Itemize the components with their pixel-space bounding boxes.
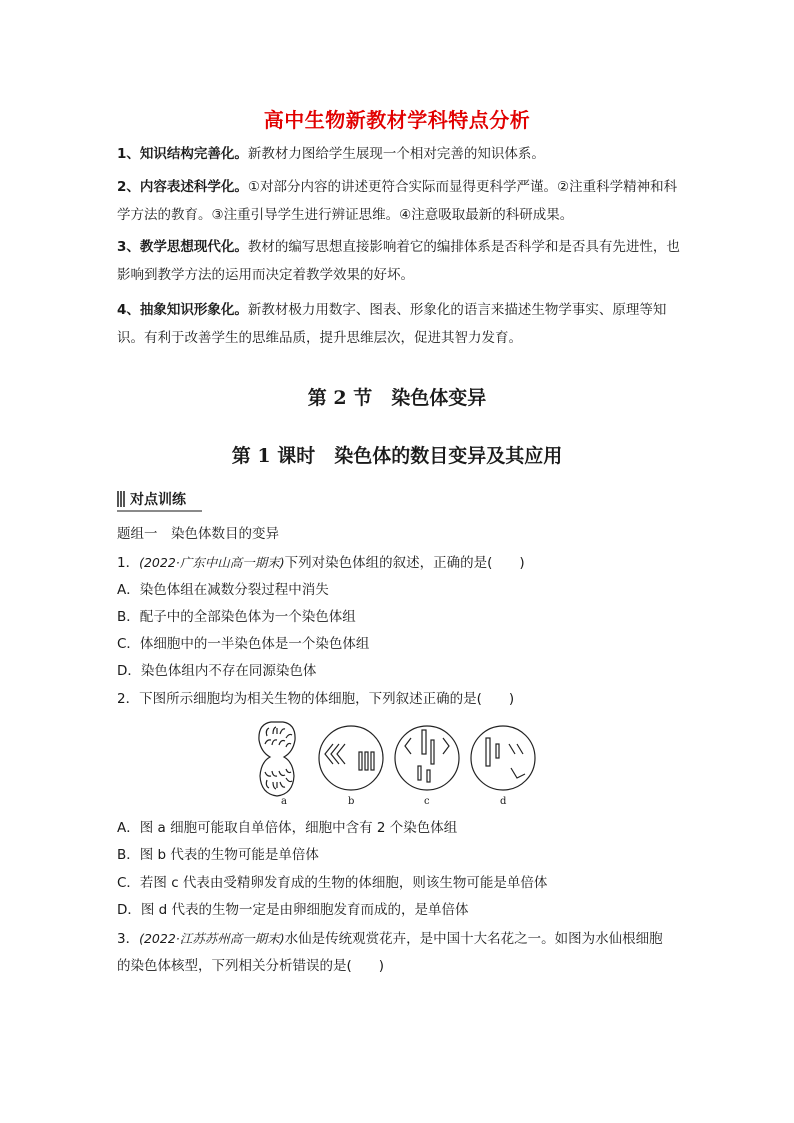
point-2-head: 2、内容表述科学化。 xyxy=(117,179,248,195)
question-group-title: 题组一 染色体数目的变异 xyxy=(117,526,279,542)
point-2-text: ①对部分内容的讲述更符合实际而显得更科学严谨。②注重科学精神和科学方法的教育。③注重引导学生进行辨证思维。④注意吸取最新的科研成果。 xyxy=(117,179,678,223)
tag-bar-icon xyxy=(117,491,125,507)
q2-option-b: B．图 b 代表的生物可能是单倍体 xyxy=(117,847,319,863)
q3-source: (2022·江苏苏州高一期末) xyxy=(139,931,285,946)
q2-option-d: D．图 d 代表的生物一定是由卵细胞发育而成的，是单倍体 xyxy=(117,902,469,918)
point-3 xyxy=(117,233,682,289)
fig-label-a: a xyxy=(281,796,287,807)
fig-label-d: d xyxy=(500,796,507,807)
point-1-head: 1、知识结构完善化。 xyxy=(117,146,248,162)
section-title: 第 2 节 染色体变异 xyxy=(307,387,487,409)
point-2 xyxy=(117,173,682,229)
fig-label-b: b xyxy=(348,796,355,807)
q2-option-a: A．图 a 细胞可能取自单倍体，细胞中含有 2 个染色体组 xyxy=(117,820,458,836)
q1-stem xyxy=(117,553,525,573)
q1-number: 1． xyxy=(117,555,140,571)
lesson-title: 第 1 课时 染色体的数目变异及其应用 xyxy=(231,445,563,467)
q2-option-c: C．若图 c 代表由受精卵发育成的生物的体细胞，则该生物可能是单倍体 xyxy=(117,875,548,891)
cell-c xyxy=(395,726,459,790)
q1-option-b: B．配子中的全部染色体为一个染色体组 xyxy=(117,609,356,625)
cell-d xyxy=(471,726,535,790)
point-4 xyxy=(117,296,682,352)
point-3-text: 教材的编写思想直接影响着它的编排体系是否科学和是否具有先进性，也影响到教学方法的运用而决定着教学效果的好坏。 xyxy=(117,239,680,283)
q1-source: (2022·广东中山高一期末) xyxy=(139,555,285,570)
point-4-text: 新教材极力用数字、图表、形象化的语言来描述生物学事实、原理等知识。有利于改善学生的思维品质，提升思维层次，促进其智力发育。 xyxy=(117,302,667,346)
q1-option-c: C．体细胞中的一半染色体是一个染色体组 xyxy=(117,636,370,652)
q1-option-a: A．染色体组在减数分裂过程中消失 xyxy=(117,582,329,598)
q1-option-d: D．染色体组内不存在同源染色体 xyxy=(117,663,317,679)
q2-stem: 2．下图所示细胞均为相关生物的体细胞，下列叙述正确的是( ) xyxy=(117,691,515,707)
practice-tag-label: 对点训练 xyxy=(130,492,186,508)
document-title: 高中生物新教材学科特点分析 xyxy=(263,108,531,132)
tag-underline xyxy=(117,510,202,512)
practice-tag xyxy=(117,489,186,509)
q3-text-1: 水仙是传统观赏花卉，是中国十大名花之一。如图为水仙根细胞 xyxy=(284,931,663,947)
cell-a xyxy=(259,722,295,796)
point-3-head: 3、教学思想现代化。 xyxy=(117,239,248,255)
cell-b xyxy=(319,726,383,790)
point-1 xyxy=(117,140,682,168)
fig-label-c: c xyxy=(424,796,430,807)
q3-stem-line-2: 的染色体核型，下列相关分析错误的是( ) xyxy=(117,958,385,974)
q3-stem-line-1 xyxy=(117,929,663,949)
point-1-text: 新教材力图给学生展现一个相对完善的知识体系。 xyxy=(247,146,545,162)
q3-number: 3． xyxy=(117,931,140,947)
q1-text: 下列对染色体组的叙述，正确的是( ) xyxy=(284,555,525,571)
point-4-head: 4、抽象知识形象化。 xyxy=(117,302,248,318)
